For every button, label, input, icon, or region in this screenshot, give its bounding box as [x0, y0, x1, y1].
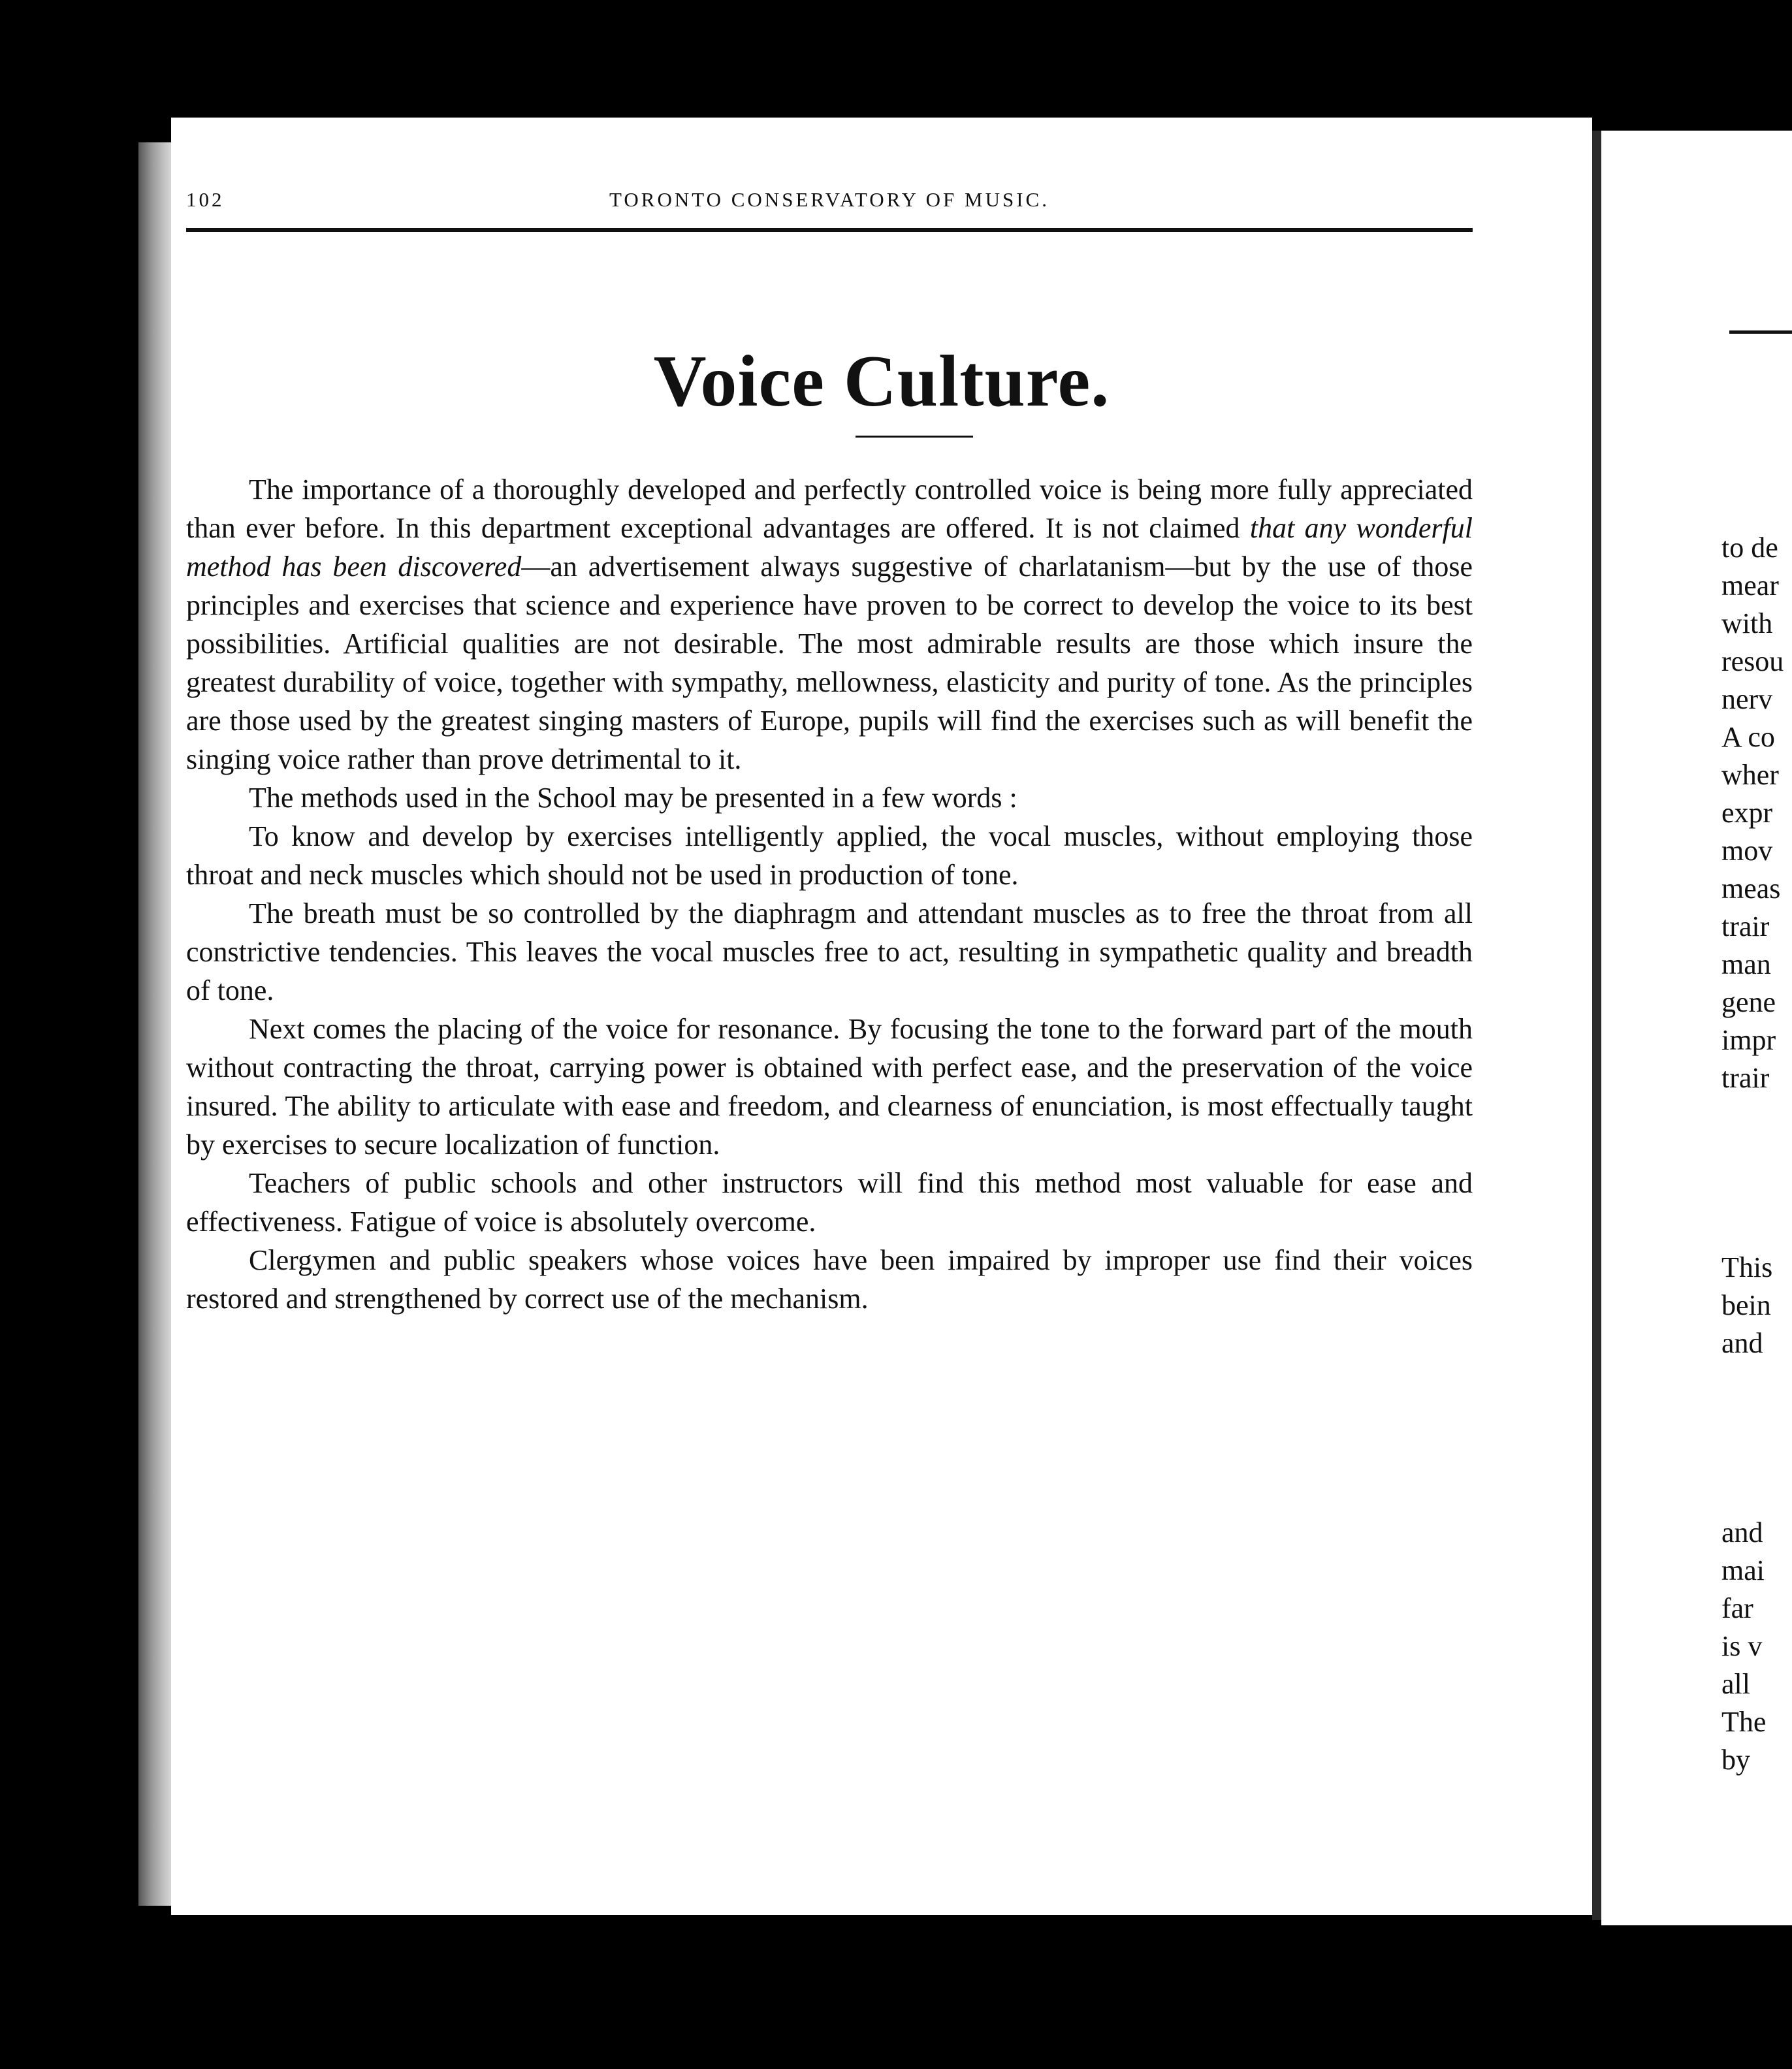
facing-page-line: and: [1721, 1327, 1763, 1359]
facing-page-line: [1721, 1438, 1784, 1476]
facing-page-line: [1721, 1135, 1784, 1173]
facing-page-line: trair: [1721, 1062, 1770, 1094]
facing-page-line: nerv: [1721, 683, 1773, 715]
body-text: [186, 470, 1473, 1318]
header-rule: [186, 228, 1473, 232]
paragraph: The methods used in the School may be presented in a few words :: [249, 782, 1017, 814]
paragraph: To know and develop by exercises intelligently applied, the vocal muscles, without employing those throat and neck muscles which should not be used in production of tone.: [186, 820, 1473, 891]
facing-page-line: trair: [1721, 910, 1770, 942]
facing-page-text: [1721, 529, 1784, 1779]
facing-page-line: impr: [1721, 1024, 1776, 1056]
facing-page-line: mear: [1721, 569, 1779, 601]
facing-page-line: mai: [1721, 1554, 1765, 1586]
facing-page-line: mov: [1721, 835, 1773, 867]
facing-page-line: A co: [1721, 721, 1775, 753]
facing-page-line: [1721, 1476, 1784, 1514]
facing-page-line: This: [1721, 1251, 1773, 1283]
facing-page-line: [1721, 1097, 1784, 1135]
facing-page-line: man: [1721, 948, 1771, 980]
facing-page-line: The: [1721, 1706, 1767, 1738]
page-number: 102: [186, 188, 225, 211]
facing-page-line: gene: [1721, 986, 1776, 1018]
running-head: [186, 188, 1473, 227]
book-gutter: [1592, 131, 1601, 1920]
facing-page-line: [1721, 1400, 1784, 1438]
paragraph: Teachers of public schools and other instructors will find this method most valuable for ease and effectiveness. Fatigue of voice is absolutely overcome.: [186, 1167, 1473, 1238]
facing-page-line: to de: [1721, 532, 1778, 564]
italic-phrase: that any wonderful method has been discovered: [186, 512, 1473, 583]
chapter-title: Voice Culture.: [653, 341, 1110, 422]
facing-page-line: and: [1721, 1516, 1763, 1548]
facing-page-line: by: [1721, 1744, 1750, 1776]
paragraph: Next comes the placing of the voice for resonance. By focusing the tone to the forward part of the mouth without contracting the throat, carrying power is obtained with perfect ease, and the preservation of the voice insured. The ability to articulate with ease and freedom, and clearness of enunciation, is most effectually taught by exercises to secure localization of function.: [186, 1013, 1473, 1161]
facing-page-line: resou: [1721, 645, 1784, 677]
title-divider: [856, 436, 973, 438]
facing-page-line: wher: [1721, 759, 1779, 791]
facing-page-line: meas: [1721, 873, 1781, 905]
facing-page-line: bein: [1721, 1289, 1771, 1321]
facing-page-line: [1721, 1211, 1784, 1249]
paragraph: The breath must be so controlled by the diaphragm and attendant muscles as to free the throat from all constrictive tendencies. This leaves the vocal muscles free to act, resulting in sympathetic quality and breadth of tone.: [186, 897, 1473, 1006]
facing-page-line: expr: [1721, 797, 1773, 829]
facing-page: [1601, 131, 1792, 1925]
facing-page-line: all: [1721, 1668, 1750, 1700]
facing-page-line: is v: [1721, 1630, 1763, 1662]
facing-page-line: [1721, 1173, 1784, 1211]
facing-page-line: [1721, 1362, 1784, 1400]
running-head-title: TORONTO CONSERVATORY OF MUSIC.: [609, 188, 1049, 211]
facing-page-line: with: [1721, 607, 1773, 639]
paragraph: The importance of a thoroughly developed and perfectly controlled voice is being more fully appreciated than ever before. In this department exceptional advantages are offered. It is not claimed that any wonderful method has been discovered—an advertisement always suggestive of charlatanism—but by the use of those principles and exercises that science and experience have proven to be correct to develop the voice to its best possibilities. Artificial qualities are not desirable. The most admirable results are those which insure the greatest durability of voice, together with sympathy, mellowness, elasticity and purity of tone. As the principles are those used by the greatest singing masters of Europe, pupils will find the exercises such as will benefit the singing voice rather than prove detrimental to it.: [186, 473, 1473, 775]
paragraph: Clergymen and public speakers whose voices have been impaired by improper use find their voices restored and strengthened by correct use of the mechanism.: [186, 1244, 1473, 1315]
facing-page-header-rule: [1729, 330, 1792, 334]
facing-page-line: far: [1721, 1592, 1753, 1624]
